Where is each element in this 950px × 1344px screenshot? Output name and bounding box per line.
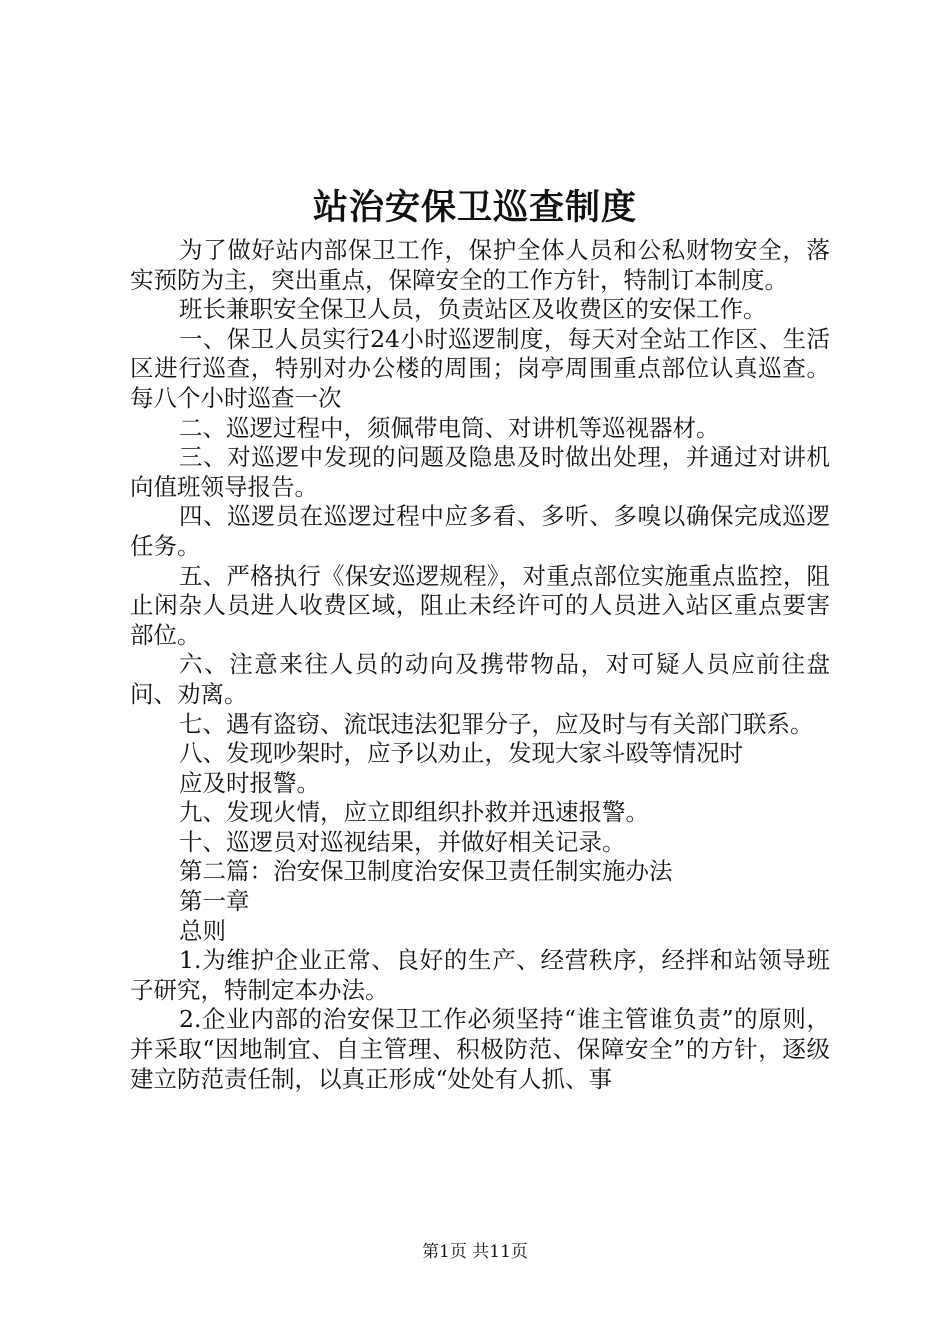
page-number-footer: 第1页 共11页 [422, 1242, 528, 1262]
paragraph: 2.企业内部的治安保卫工作必须坚持“谁主管谁负责”的原则，并采取“因地制宜、自主管理、积极防范、保障安全”的方针，逐级建立防范责任制，以真正形成“处处有人抓、事 [130, 1005, 830, 1093]
paragraph: 为了做好站内部保卫工作，保护全体人员和公私财物安全，落实预防为主，突出重点，保障安全的工作方针，特制订本制度。 [130, 236, 830, 294]
paragraph: 五、严格执行《保安巡逻规程》，对重点部位实施重点监控，阻止闲杂人员进人收费区域，阻止未经许可的人员进入站区重点要害部位。 [130, 561, 830, 649]
paragraph: 班长兼职安全保卫人员，负责站区及收费区的安保工作。 [179, 295, 767, 324]
paragraph: 四、巡逻员在巡逻过程中应多看、多听、多嗅以确保完成巡逻任务。 [130, 502, 830, 560]
document-title: 站治安保卫巡查制度 [312, 187, 637, 228]
paragraph: 八、发现吵架时，应予以劝止，发现大家斗殴等情况时 [179, 739, 743, 768]
section-heading: 第二篇：治安保卫制度治安保卫责任制实施办法 [179, 857, 673, 886]
document-body [130, 236, 830, 1094]
paragraph: 二、巡逻过程中，须佩带电筒、对讲机等巡视器材。 [179, 413, 720, 442]
paragraph: 六、注意来往人员的动向及携带物品，对可疑人员应前往盘问、劝离。 [130, 650, 830, 708]
paragraph: 九、发现火情，应立即组织扑救并迅速报警。 [179, 798, 649, 827]
paragraph: 七、遇有盗窃、流氓违法犯罪分子，应及时与有关部门联系。 [179, 709, 814, 738]
chapter-heading: 第一章 [179, 887, 250, 916]
paragraph: 1.为维护企业正常、良好的生产、经营秩序，经拌和站领导班子研究，特制定本办法。 [130, 946, 830, 1004]
paragraph: 一、保卫人员实行24小时巡逻制度，每天对全站工作区、生活区进行巡查，特别对办公楼的周围；岗亭周围重点部位认真巡查。每八个小时巡查一次 [130, 324, 830, 412]
paragraph: 应及时报警。 [179, 768, 320, 797]
paragraph: 三、对巡逻中发现的问题及隐患及时做出处理，并通过对讲机向值班领导报告。 [130, 443, 830, 501]
chapter-subheading: 总则 [179, 916, 226, 945]
paragraph: 十、巡逻员对巡视结果，并做好相关记录。 [179, 827, 626, 856]
